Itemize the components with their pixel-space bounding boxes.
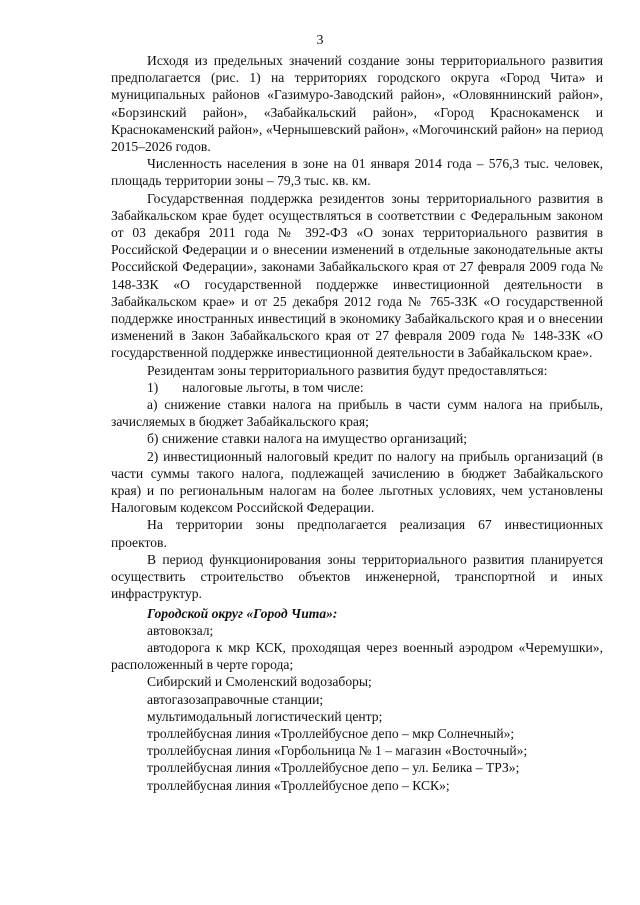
list-item: троллейбусная линия «Троллейбусное депо – ул. Белика – ТРЗ»; [147, 760, 520, 776]
list-item: автодорога к мкр КСК, проходящая через военный аэродром «Черемушки», расположенный в черте города; [111, 639, 603, 673]
list-item-investment-credit: 2) инвестиционный налоговый кредит по налогу на прибыль организаций (в части суммы такого налога, подлежащей зачислению в бюджет Забайкальского края) и по региональным налогам на более льготных условиях, чем установлены Налоговым кодексом Российской Федерации. [111, 448, 603, 516]
paragraph-projects: На территории зоны предполагается реализация 67 инвестиционных проектов. [111, 517, 603, 550]
list-item: Сибирский и Смоленский водозаборы; [147, 674, 372, 690]
paragraph-state-support: Государственная поддержка резидентов зоны территориального развития в Забайкальском крае будет осуществляться в соответствии с Федеральным законом от 03 декабря 2011 года № 392-ФЗ «О зонах территориального развития в Российской Федерации и о внесении изменений в отдельные законодательные акты Российской Федерации», законами Забайкальского края от 27 февраля 2009 года № 148-ЗЗК «О государственной поддержке инвестиционной деятельности в Забайкальском крае» и от 25 декабря 2012 года № 765-ЗЗК «О государственной поддержке иностранных инвестиций в экономику Забайкальского края и о внесении изменений в Закон Забайкальского края от 27 февраля 2009 года № 148-ЗЗК «О государственной поддержке инвестиционной деятельности в Забайкальском крае». [111, 190, 603, 361]
list-item: автовокзал; [147, 622, 214, 638]
list-item: троллейбусная линия «Троллейбусное депо – КСК»; [147, 777, 450, 793]
list-item-profit-tax: а) снижение ставки налога на прибыль в части сумм налога на прибыль, зачисляемых в бюджет Забайкальского края; [111, 397, 603, 430]
paragraph-residents-benefits: Резидентам зоны территориального развития будут предоставляться: [147, 362, 548, 378]
paragraph-population: Численность населения в зоне на 01 января 2014 года – 576,3 тыс. человек, площадь территории зоны – 79,3 тыс. кв. км. [111, 156, 603, 189]
section-heading-chita: Городской округ «Город Чита»: [147, 605, 338, 621]
list-item-property-tax: б) снижение ставки налога на имущество организаций; [147, 431, 468, 447]
list-item-tax-benefits: 1) налоговые льготы, в том числе: [147, 379, 364, 395]
document-body [111, 52, 603, 794]
paragraph-zone-territories: Исходя из предельных значений создание зоны территориального развития предполагается (рис. 1) на территориях городского округа «Город Чита» и муниципальных районов «Газимуро-Заводский район», «Оловяннинский район», «Борзинский район», «Забайкальский район», «Город Краснокаменск и Краснокаменский район», «Чернышевский район», «Могочинский район» на период 2015–2026 годов. [111, 53, 603, 155]
list-item: троллейбусная линия «Троллейбусное депо – мкр Солнечный»; [147, 725, 515, 741]
paragraph-infrastructure: В период функционирования зоны территориального развития планируется осуществить строительство объектов инженерной, транспортной и иных инфраструктур. [111, 551, 603, 602]
page-number: 3 [316, 33, 324, 48]
list-item: автогазозаправочные станции; [147, 691, 324, 707]
list-item: мультимодальный логистический центр; [147, 708, 383, 724]
list-item: троллейбусная линия «Горбольница № 1 – магазин «Восточный»; [147, 743, 528, 759]
